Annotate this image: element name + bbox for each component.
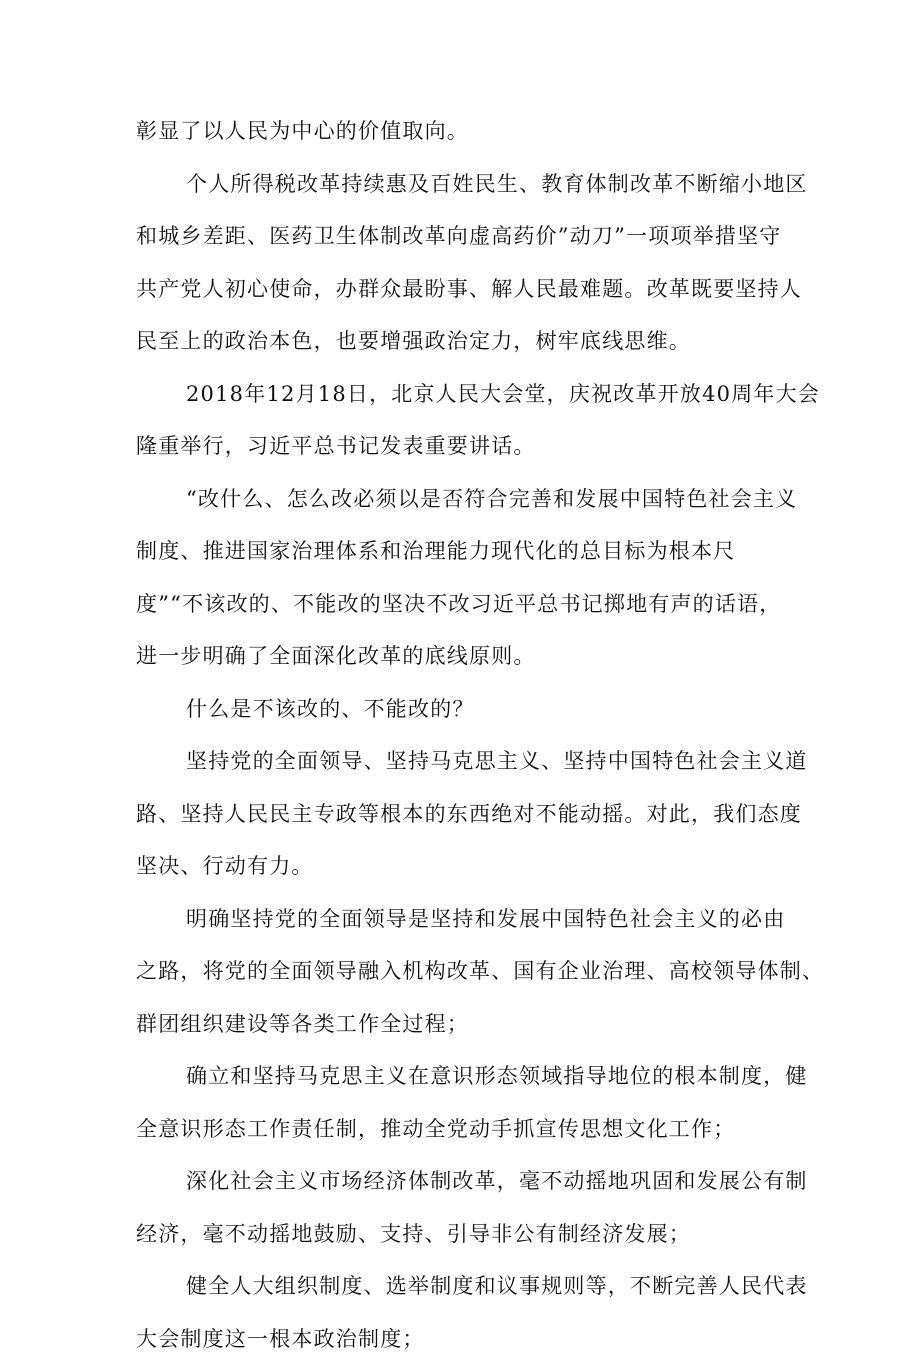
text-line: 彰显了以人民为中心的价值取向。 <box>136 105 788 158</box>
text-line: 健全人大组织制度、选举制度和议事规则等，不断完善人民代表 <box>136 1260 788 1313</box>
text-line: 之路，将党的全面领导融入机构改革、国有企业治理、高校领导体制、 <box>136 945 788 998</box>
text-line: 2018年12月18日，北京人民大会堂，庆祝改革开放40周年大会 <box>136 368 788 421</box>
text-line: 坚决、行动有力。 <box>136 840 788 893</box>
text-line: 经济，毫不动摇地鼓励、支持、引导非公有制经济发展； <box>136 1208 788 1261</box>
text-line: 共产党人初心使命，办群众最盼事、解人民最难题。改革既要坚持人 <box>136 263 788 316</box>
text-line: 进一步明确了全面深化改革的底线原则。 <box>136 630 788 683</box>
text-line: 坚持党的全面领导、坚持马克思主义、坚持中国特色社会主义道 <box>136 735 788 788</box>
text-line: 明确坚持党的全面领导是坚持和发展中国特色社会主义的必由 <box>136 893 788 946</box>
text-line: 度”“不该改的、不能改的坚决不改习近平总书记掷地有声的话语， <box>136 578 788 631</box>
text-line: 制度、推进国家治理体系和治理能力现代化的总目标为根本尺 <box>136 525 788 578</box>
text-line: 什么是不该改的、不能改的？ <box>136 683 788 736</box>
text-line: 深化社会主义市场经济体制改革，毫不动摇地巩固和发展公有制 <box>136 1155 788 1208</box>
text-line: 大会制度这一根本政治制度； <box>136 1313 788 1365</box>
document-body <box>136 105 788 1365</box>
text-line: 确立和坚持马克思主义在意识形态领域指导地位的根本制度，健 <box>136 1050 788 1103</box>
text-line: 和城乡差距、医药卫生体制改革向虚高药价”动刀”一项项举措坚守 <box>136 210 788 263</box>
text-line: 隆重举行，习近平总书记发表重要讲话。 <box>136 420 788 473</box>
text-line: 个人所得税改革持续惠及百姓民生、教育体制改革不断缩小地区 <box>136 158 788 211</box>
text-line: 群团组织建设等各类工作全过程； <box>136 998 788 1051</box>
text-line: 全意识形态工作责任制，推动全党动手抓宣传思想文化工作； <box>136 1103 788 1156</box>
text-line: 民至上的政治本色，也要增强政治定力，树牢底线思维。 <box>136 315 788 368</box>
text-line: 路、坚持人民民主专政等根本的东西绝对不能动摇。对此，我们态度 <box>136 788 788 841</box>
text-line: “改什么、怎么改必须以是否符合完善和发展中国特色社会主义 <box>136 473 788 526</box>
